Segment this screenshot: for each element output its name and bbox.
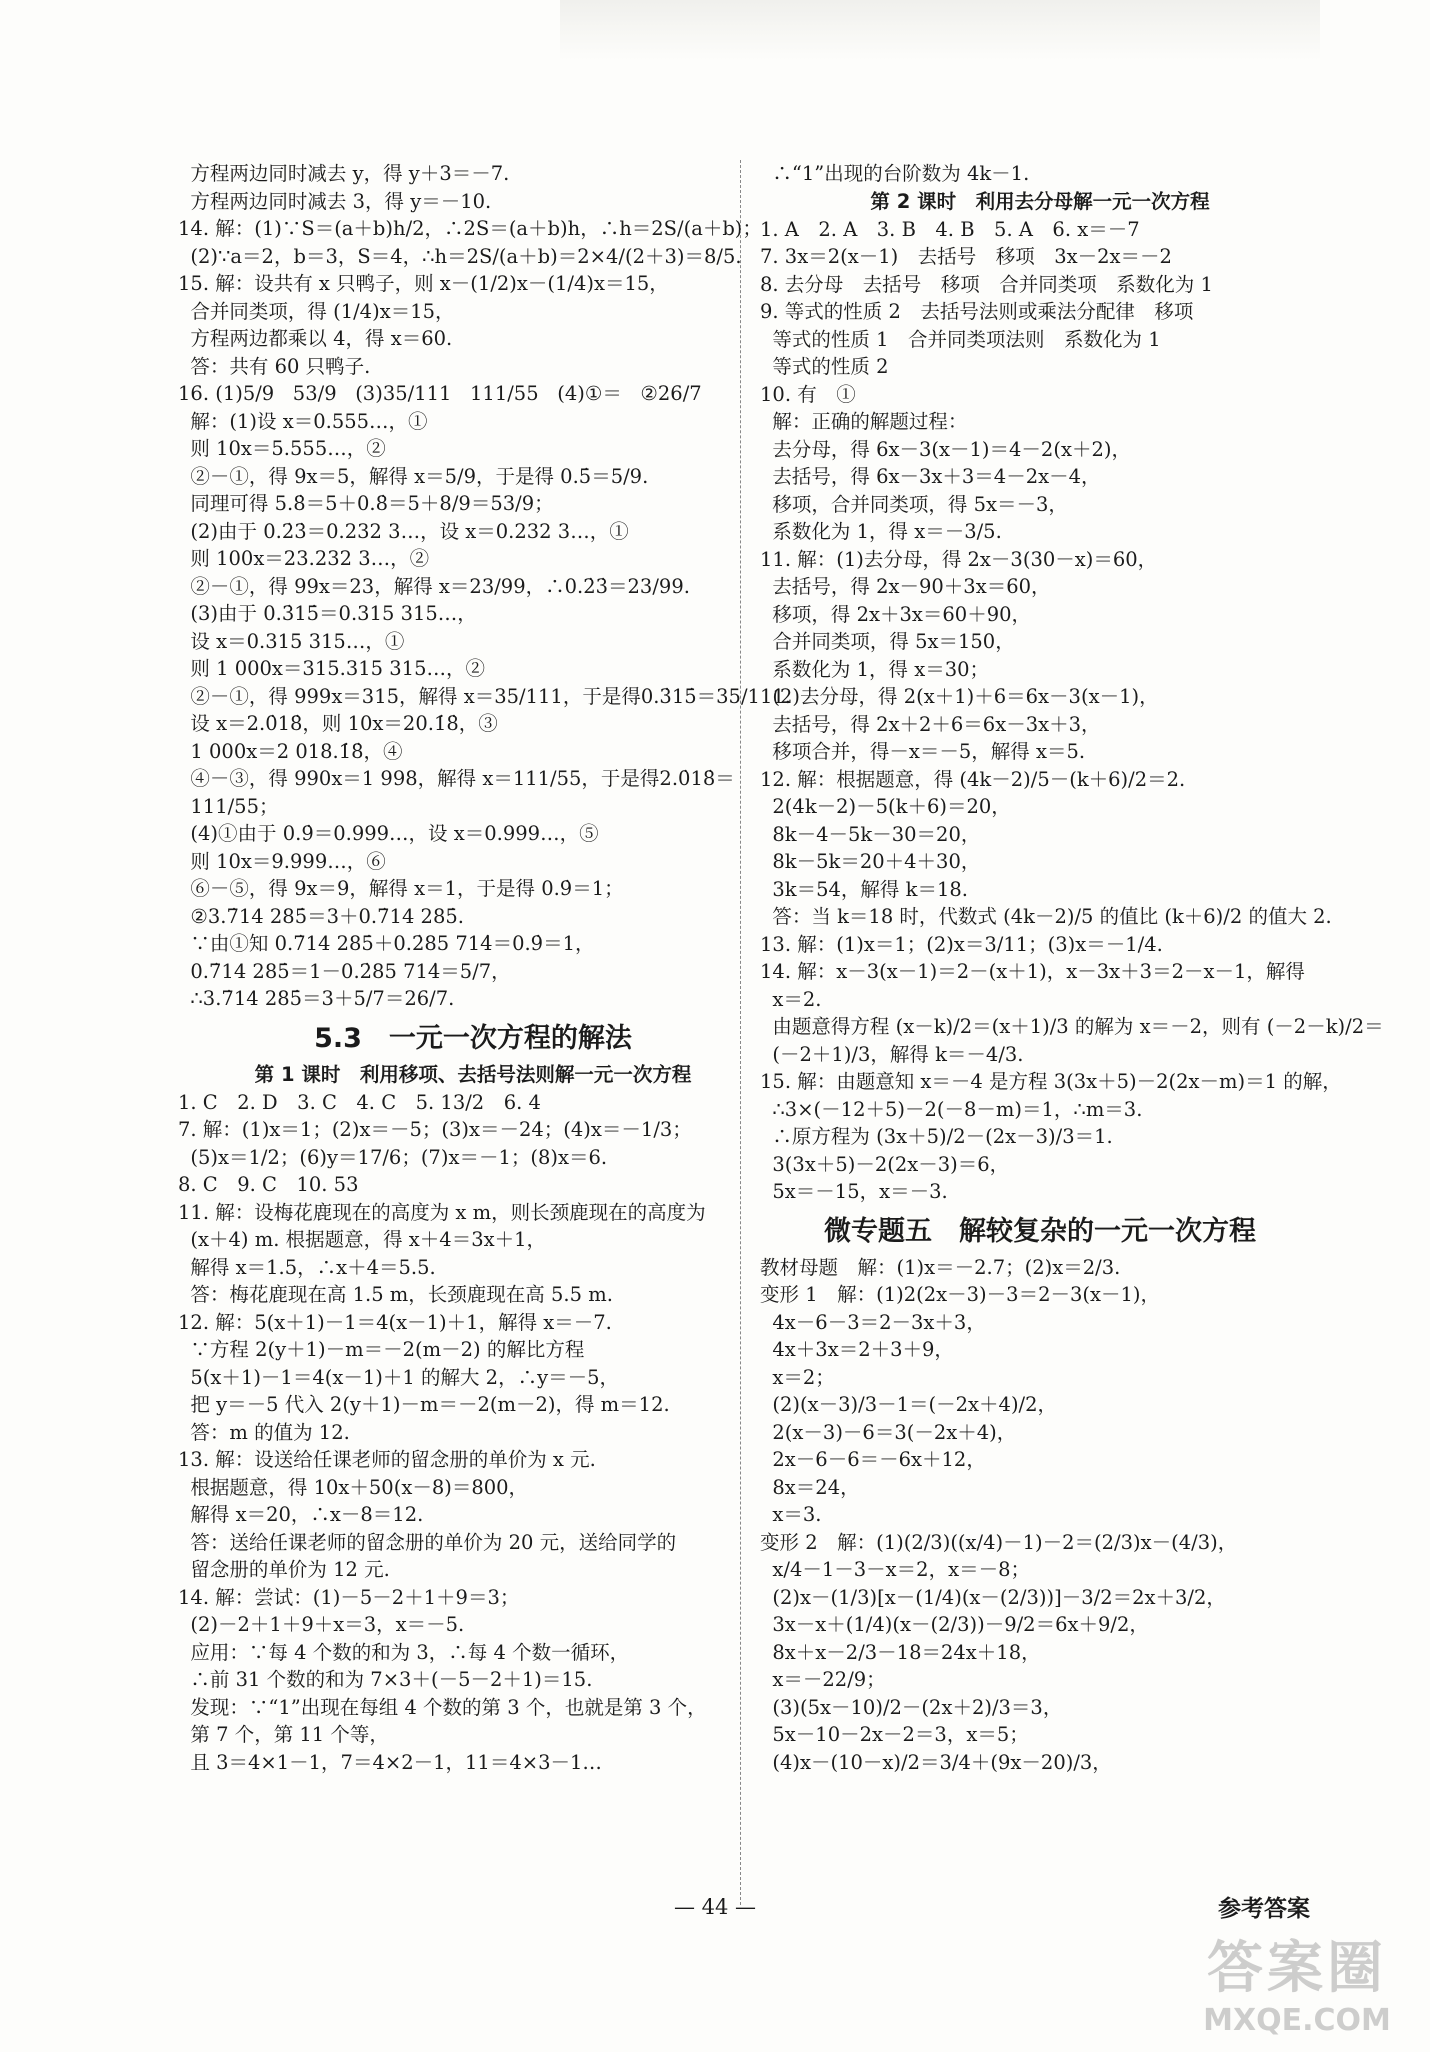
right-answer-lines-3	[760, 1254, 1320, 1777]
answer-line: 答：梅花鹿现在高 1.5 m，长颈鹿现在高 5.5 m.	[178, 1283, 613, 1306]
answer-line: 则 100x＝23.232 3…，②	[178, 547, 430, 570]
answer-line: 8. 去分母 去括号 移项 合并同类项 系数化为 1	[760, 272, 1213, 296]
answer-line: 14. 解：尝试：(1)－5－2＋1＋9＝3；	[178, 1585, 520, 1609]
answer-line: (2)由于 0.2̇3̇＝0.232 3…，设 x＝0.232 3…，①	[178, 519, 629, 543]
answer-line: 第 7 个，第 11 个等，	[178, 1723, 389, 1746]
watermark-url: MXQE.COM	[1203, 2003, 1391, 2038]
answer-line: (3)由于 0.3̇15̇＝0.315 315…，	[178, 602, 477, 625]
answer-line: 1. A 2. A 3. B 4. B 5. A 6. x＝－7	[760, 217, 1140, 241]
answer-line: 发现：∵“1”出现在每组 4 个数的第 3 个，也就是第 3 个，	[178, 1695, 707, 1719]
answer-line: 8. C 9. C 10. 53	[178, 1173, 359, 1196]
answer-line: 答：当 k＝18 时，代数式 (4k－2)/5 的值比 (k＋6)/2 的值大 2.	[760, 905, 1332, 928]
answer-line: 等式的性质 2	[760, 355, 889, 378]
answer-line: 7. 解：(1)x＝1；(2)x＝－5；(3)x＝－24；(4)x＝－1/3；	[178, 1118, 692, 1141]
answer-line: 9. 等式的性质 2 去括号法则或乘法分配律 移项	[760, 300, 1194, 323]
answer-line: 答：送给任课老师的留念册的单价为 20 元，送给同学的	[178, 1530, 677, 1554]
answer-line: 解：正确的解题过程：	[760, 410, 968, 433]
answer-line: 去分母，得 6x－3(x－1)＝4－2(x＋2)，	[760, 437, 1131, 461]
answer-line: ∵由①知 0.7̇14 285̇＋0.2̇85 714̇＝0.9̇＝1，	[178, 932, 595, 955]
answer-line: 变形 2 解：(1)(2/3)((x/4)－1)－2＝(2/3)x－(4/3)，	[760, 1530, 1238, 1554]
answer-line: 7. 3x＝2(x－1) 去括号 移项 3x－2x＝－2	[760, 245, 1172, 268]
answer-line: 13. 解：(1)x＝1；(2)x＝3/11；(3)x＝－1/4.	[760, 932, 1163, 956]
answer-line: 11. 解：设梅花鹿现在的高度为 x m，则长颈鹿现在的高度为	[178, 1200, 706, 1224]
answer-line: ④－③，得 990x＝1 998，解得 x＝111/55，于是得2.0̇18̇＝	[178, 767, 735, 790]
answer-line: ∴3.7̇14 285̇＝3＋5/7＝26/7.	[178, 987, 455, 1010]
answer-line: 移项，得 2x＋3x＝60＋90，	[760, 602, 1032, 626]
answer-line: 8k－5k＝20＋4＋30，	[760, 850, 981, 873]
answer-line: 15. 解：设共有 x 只鸭子，则 x－(1/2)x－(1/4)x＝15，	[178, 272, 669, 295]
answer-line: (－2＋1)/3，解得 k＝－4/3.	[760, 1042, 1024, 1066]
answer-line: 移项合并，得－x＝－5，解得 x＝5.	[760, 740, 1086, 763]
answer-line: 去括号，得 2x－90＋3x＝60，	[760, 575, 1051, 598]
answer-line: 0.7̇14 285̇＝1－0.2̇85 714̇＝5/7，	[178, 959, 511, 983]
answer-line: 去括号，得 6x－3x＋3＝4－2x－4，	[760, 465, 1101, 488]
answer-line: 应用：∵每 4 个数的和为 3，∴每 4 个数一循环，	[178, 1640, 630, 1664]
section-label: 参考答案	[1218, 1896, 1310, 1922]
answer-line: (2)－2＋1＋9＋x＝3，x＝－5.	[178, 1613, 465, 1636]
answer-line: 设 x＝2.0̇18̇，则 10x＝20.1̇8̇，③	[178, 712, 498, 735]
answer-line: 去括号，得 2x＋2＋6＝6x－3x＋3，	[760, 712, 1101, 736]
answer-line: (x＋4) m. 根据题意，得 x＋4＝3x＋1，	[178, 1228, 547, 1251]
answer-line: 3k＝54，解得 k＝18.	[760, 877, 968, 901]
column-divider	[740, 160, 741, 1905]
answer-line: 同理可得 5.8̇＝5＋0.8̇＝5＋8/9＝53/9；	[178, 492, 554, 515]
answer-line: 8k－4－5k－30＝20，	[760, 822, 981, 846]
answer-line: 4x＋3x＝2＋3＋9，	[760, 1338, 954, 1361]
answer-line: 变形 1 解：(1)2(2x－3)－3＝2－3(x－1)，	[760, 1283, 1160, 1306]
watermark-logo	[1182, 1920, 1412, 2038]
right-answer-lines-2	[760, 216, 1384, 1206]
answer-line: ∵方程 2(y＋1)－m＝－2(m－2) 的解比方程	[178, 1338, 585, 1361]
answer-line: x＝－22/9；	[760, 1668, 886, 1691]
watermark-text: 答案圈	[1207, 1936, 1387, 2001]
answer-line: 14. 解：x－3(x－1)＝2－(x＋1)，x－3x＋3＝2－x－1，解得	[760, 960, 1305, 983]
answer-line: 13. 解：设送给任课老师的留念册的单价为 x 元.	[178, 1448, 596, 1471]
answer-line: 合并同类项，得 5x＝150，	[760, 630, 1015, 653]
answer-line: 1 000x＝2 018.1̇8̇，④	[178, 739, 403, 763]
answer-line: 3(3x＋5)－2(2x－3)＝6，	[760, 1152, 1010, 1176]
answer-line: 2x－6－6＝－6x＋12，	[760, 1448, 986, 1471]
lesson-title-2: 第 2 课时 利用去分母解一元一次方程	[870, 189, 1210, 213]
answer-line: 1. C 2. D 3. C 4. C 5. 13/2 6. 4	[178, 1090, 541, 1114]
right-answer-lines	[760, 160, 1320, 188]
answer-line: 由题意得方程 (x－k)/2＝(x＋1)/3 的解为 x＝－2，则有 (－2－k)/2＝	[760, 1015, 1384, 1038]
answer-line: 系数化为 1，得 x＝－3/5.	[760, 520, 1002, 543]
answer-line: ∴原方程为 (3x＋5)/2－(2x－3)/3＝1.	[760, 1125, 1113, 1148]
answer-line: 系数化为 1，得 x＝30；	[760, 657, 990, 681]
answer-line: x/4－1－3－x＝2，x＝－8；	[760, 1558, 1030, 1581]
answer-line: ∴“1”出现的台阶数为 4k－1.	[760, 162, 1030, 185]
scan-smudge	[560, 0, 1320, 60]
answer-line: ∴前 31 个数的和为 7×3＋(－5－2＋1)＝15.	[178, 1668, 593, 1691]
left-answer-lines	[178, 160, 791, 1013]
answer-line: 且 3＝4×1－1，7＝4×2－1，11＝4×3－1…	[178, 1750, 602, 1774]
answer-line: 5x＝－15，x＝－3.	[760, 1180, 948, 1203]
answer-line: 移项，合并同类项，得 5x＝－3，	[760, 492, 1068, 516]
answer-line: 16. (1)5/9 53/9 (3)35/111 111/55 (4)①＝ ②26/7	[178, 382, 702, 405]
answer-line: 等式的性质 1 合并同类项法则 系数化为 1	[760, 327, 1161, 351]
answer-line: 解得 x＝20，∴x－8＝12.	[178, 1503, 424, 1526]
answer-line: 4x－6－3＝2－3x＋3，	[760, 1310, 986, 1334]
answer-line: 答：m 的值为 12.	[178, 1420, 350, 1444]
answer-line: x＝2；	[760, 1365, 835, 1389]
answer-line: 111/55；	[178, 794, 279, 818]
answer-line: 根据题意，得 10x＋50(x－8)＝800，	[178, 1475, 529, 1499]
answer-line: 2(4k－2)－5(k＋6)＝20，	[760, 795, 1011, 818]
answer-line: ∴3×(－12＋5)－2(－8－m)＝1，∴m＝3.	[760, 1097, 1143, 1121]
answer-line: (2)x－(1/3)[x－(1/4)(x－(2/3))]－3/2＝2x＋3/2，	[760, 1585, 1226, 1609]
answer-line: x＝3.	[760, 1503, 822, 1526]
answer-line: (4)x－(10－x)/2＝3/4＋(9x－20)/3，	[760, 1750, 1112, 1774]
answer-line: ⑥－⑤，得 9x＝9，解得 x＝1，于是得 0.9̇＝1；	[178, 877, 624, 900]
lesson-title-1: 第 1 课时 利用移项、去括号法则解一元一次方程	[254, 1062, 692, 1086]
answer-line: 合并同类项，得 (1/4)x＝15，	[178, 299, 455, 323]
answer-line: 3x－x＋(1/4)(x－(2/3))－9/2＝6x＋9/2，	[760, 1613, 1149, 1636]
answer-line: x＝2.	[760, 987, 822, 1011]
answer-line: ②3.7̇14 285̇＝3＋0.7̇14 285̇.	[178, 904, 464, 928]
answer-line: 解得 x＝1.5，∴x＋4＝5.5.	[178, 1255, 436, 1279]
answer-line: 12. 解：5(x＋1)－1＝4(x－1)＋1，解得 x＝－7.	[178, 1310, 612, 1334]
answer-line: 10. 有 ①	[760, 382, 856, 406]
answer-line: 解：(1)设 x＝0.555…，①	[178, 409, 428, 433]
answer-line: 5x－10－2x－2＝3，x＝5；	[760, 1723, 1029, 1746]
answer-line: 教材母题 解：(1)x＝－2.7；(2)x＝2/3.	[760, 1255, 1121, 1279]
answer-line: 方程两边同时减去 y，得 y＋3＝－7.	[178, 162, 510, 185]
left-column	[178, 160, 791, 1776]
answer-line: (3)(5x－10)/2－(2x＋2)/3＝3，	[760, 1695, 1063, 1719]
answer-line: 2(x－3)－6＝3(－2x＋4)，	[760, 1420, 1017, 1444]
answer-line: (5)x＝1/2；(6)y＝17/6；(7)x＝－1；(8)x＝6.	[178, 1145, 608, 1169]
answer-line: 把 y＝－5 代入 2(y＋1)－m＝－2(m－2)，得 m＝12.	[178, 1393, 670, 1416]
answer-line: 15. 解：由题意知 x＝－4 是方程 3(3x＋5)－2(2x－m)＝1 的解，	[760, 1070, 1342, 1093]
answer-line: (4)①由于 0.9̇＝0.999…，设 x＝0.999…，⑤	[178, 822, 599, 845]
answer-line: 则 10x＝5.555…，②	[178, 437, 386, 460]
answer-line: 11. 解：(1)去分母，得 2x－3(30－x)＝60，	[760, 547, 1158, 571]
right-column	[760, 160, 1384, 1776]
answer-line: 8x＋x－2/3－18＝24x＋18，	[760, 1640, 1041, 1664]
answer-line: ②－①，得 999x＝315，解得 x＝35/111，于是得0.3̇15̇＝35/111.	[178, 684, 791, 708]
answer-line: ②－①，得 9x＝5，解得 x＝5/9，于是得 0.5̇＝5/9.	[178, 464, 649, 488]
answer-line: (2)(x－3)/3－1＝(－2x＋4)/2，	[760, 1393, 1058, 1416]
answer-line: 则 10x＝9.999…，⑥	[178, 849, 386, 873]
answer-line: 方程两边同时减去 3，得 y＝－10.	[178, 189, 492, 213]
answer-line: (2)∵a＝2，b＝3，S＝4，∴h＝2S/(a＋b)＝2×4/(2＋3)＝8/5.	[178, 244, 742, 268]
answer-line: ②－①，得 99x＝23，解得 x＝23/99，∴0.2̇3̇＝23/99.	[178, 574, 690, 598]
answer-line: (2)去分母，得 2(x＋1)＋6＝6x－3(x－1)，	[760, 685, 1159, 708]
answer-line: 12. 解：根据题意，得 (4k－2)/5－(k＋6)/2＝2.	[760, 767, 1186, 791]
left-answer-lines-2	[178, 1089, 768, 1777]
answer-line: 设 x＝0.315 315…，①	[178, 629, 405, 653]
answer-line: 5(x＋1)－1＝4(x－1)＋1 的解大 2，∴y＝－5，	[178, 1365, 619, 1389]
answer-line: 8x＝24，	[760, 1475, 860, 1499]
answer-line: 答：共有 60 只鸭子.	[178, 354, 371, 378]
answer-line: 留念册的单价为 12 元.	[178, 1558, 390, 1581]
page-number: — 44 —	[673, 1895, 757, 1919]
answer-line: 则 1 000x＝315.315 315…，②	[178, 657, 485, 680]
answer-line: 方程两边都乘以 4，得 x＝60.	[178, 327, 453, 350]
answer-line: 14. 解：(1)∵S＝(a＋b)h/2，∴2S＝(a＋b)h，∴h＝2S/(a＋b)；	[178, 217, 762, 240]
section-title: 5.3 一元一次方程的解法	[314, 1022, 632, 1054]
special-topic-title: 微专题五 解较复杂的一元一次方程	[824, 1215, 1256, 1247]
